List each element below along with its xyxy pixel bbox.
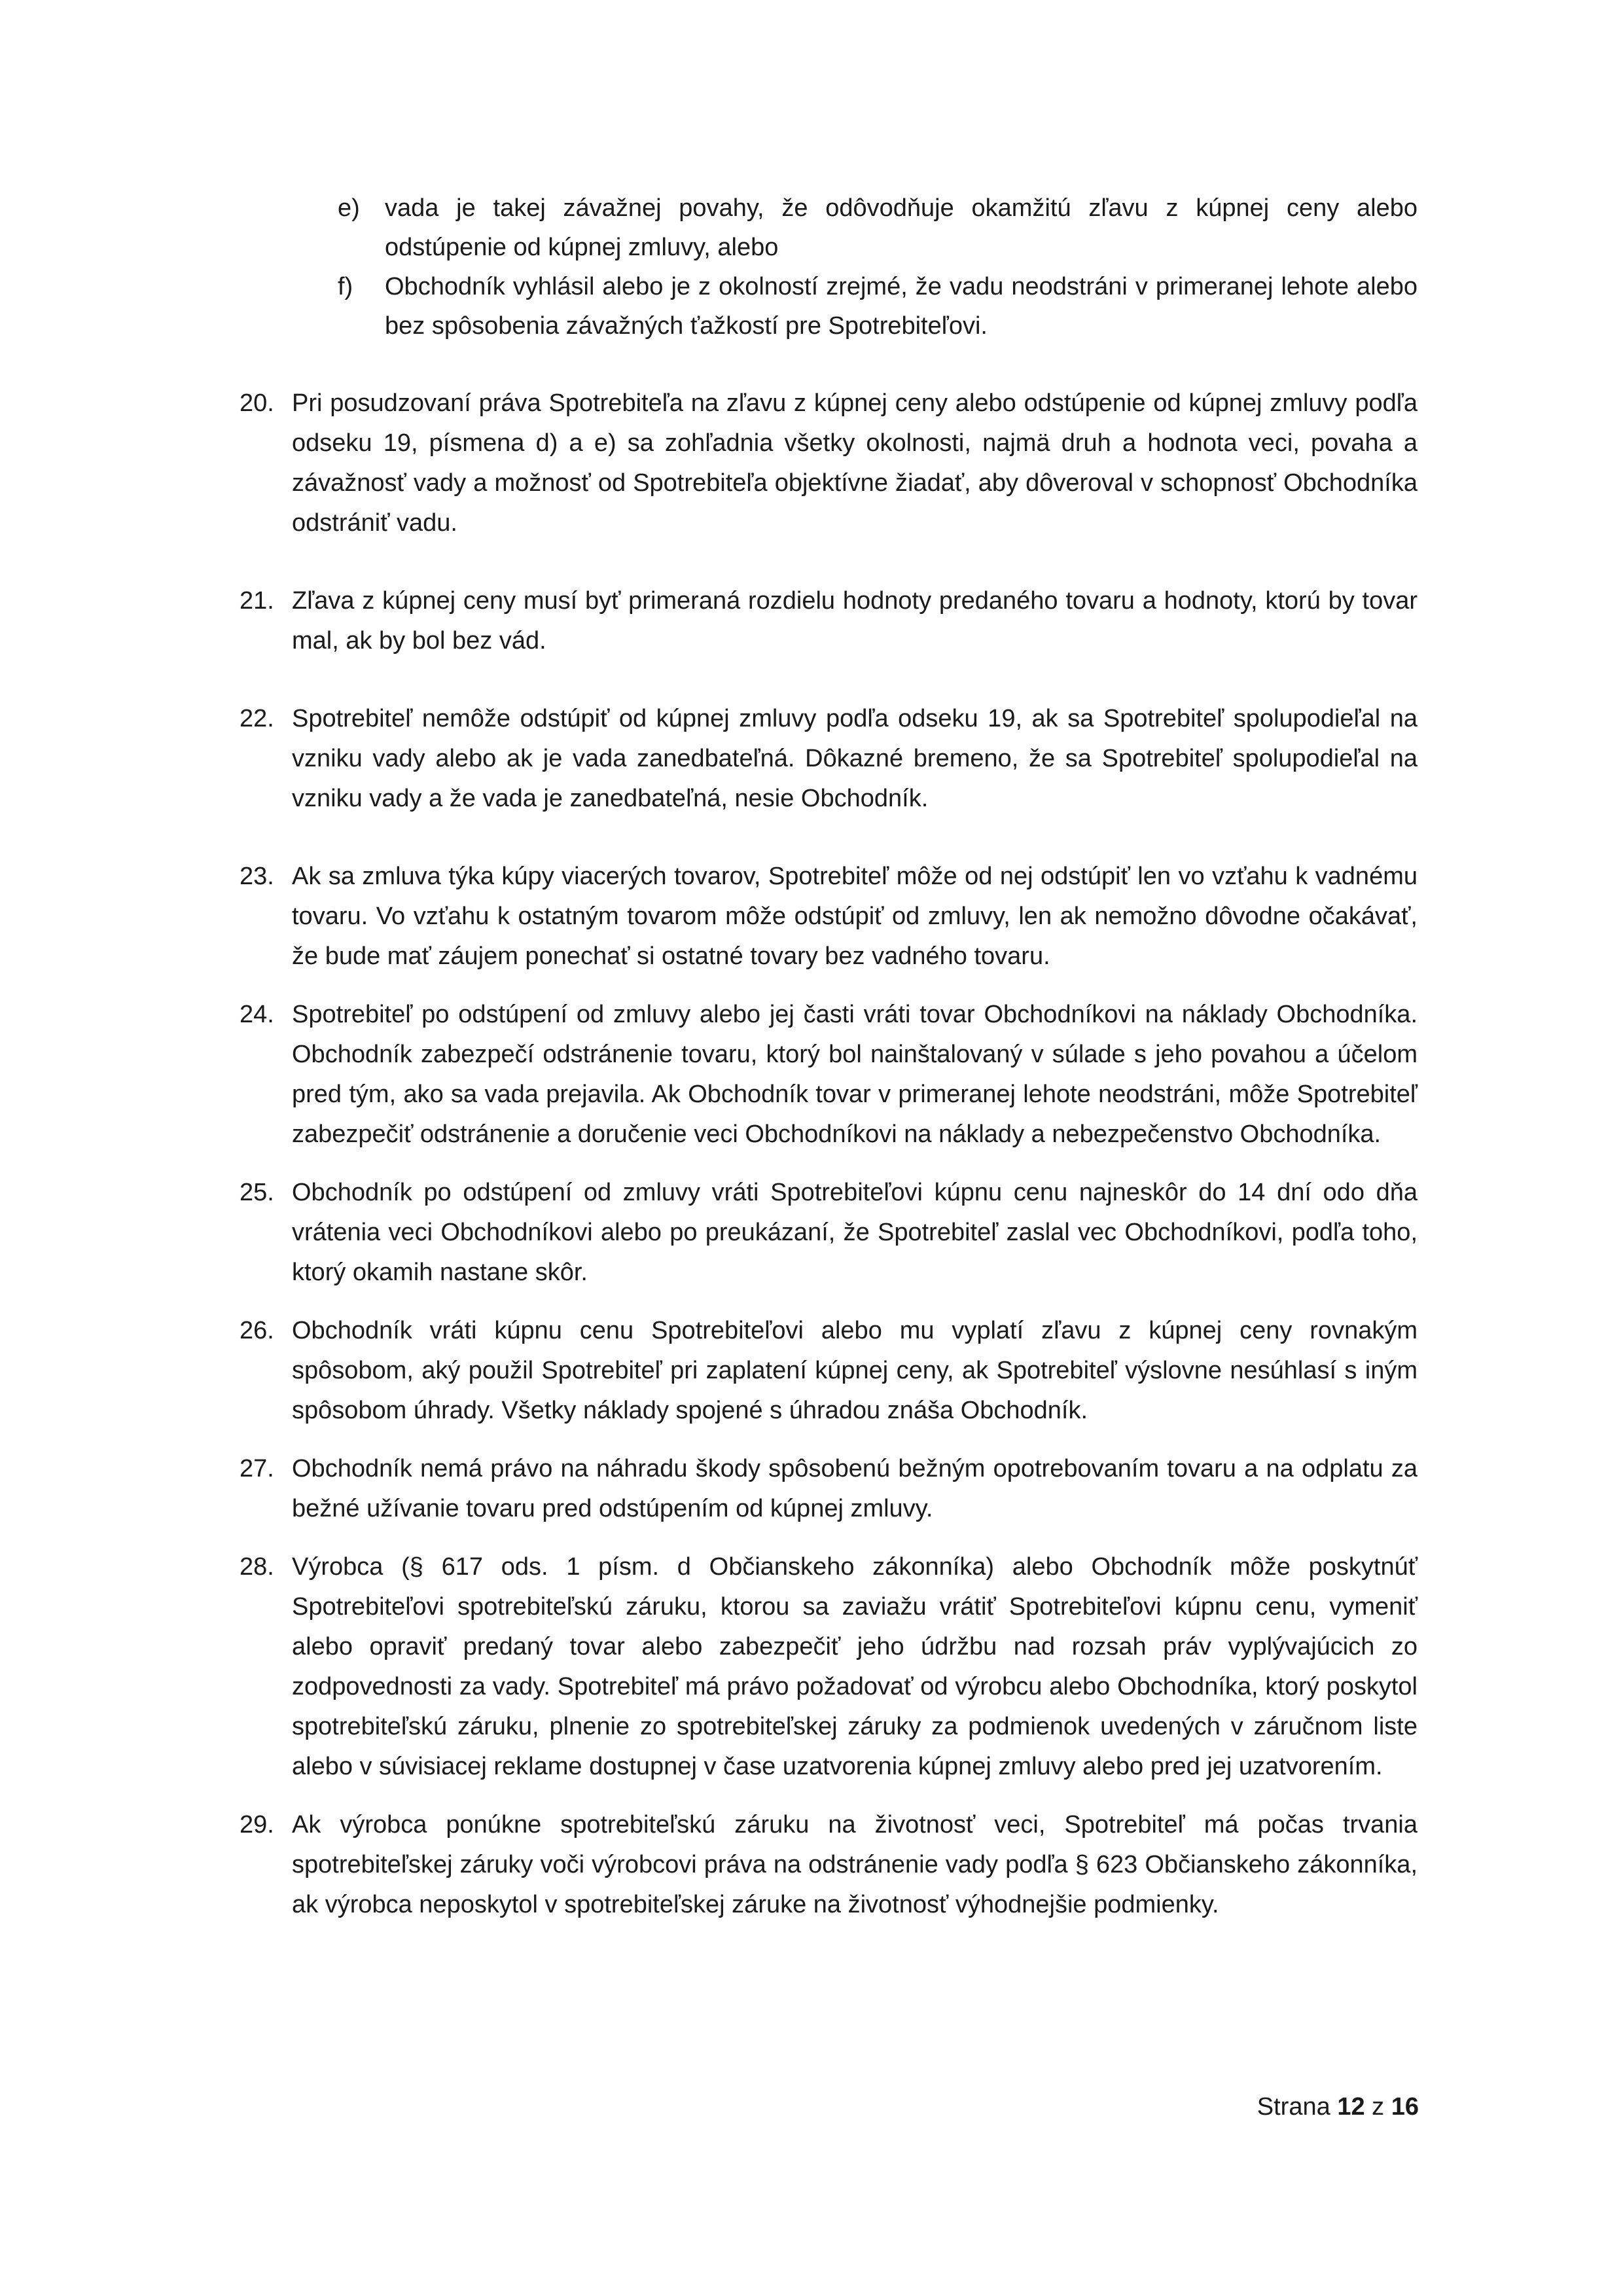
paragraph-number: 22. bbox=[240, 705, 274, 732]
paragraph-21 bbox=[240, 581, 1418, 661]
paragraph-text: Zľava z kúpnej ceny musí byť primeraná rozdielu hodnoty predaného tovaru a hodnoty, ktorú by tovar mal, ak by bol bez vád. bbox=[292, 587, 1418, 655]
page-number: 12 bbox=[1337, 2093, 1365, 2121]
paragraph-text: Výrobca (§ 617 ods. 1 písm. d Občianskeho zákonníka) alebo Obchodník môže poskytnúť Spotrebiteľovi spotrebiteľskú záruku, ktorou sa zaviažu vrátiť Spotrebiteľovi kúpnu cenu, vymeniť alebo opraviť predaný tovar alebo zabezpečiť jeho údržbu nad rozsah práv vyplývajúcich zo zodpovednosti za vady. Spotrebiteľ má právo požadovať od výrobcu alebo Obchodníka, ktorý poskytol spotrebiteľskú záruku, plnenie zo spotrebiteľskej záruky za podmienok uvedených v záručnom liste alebo v súvisiacej reklame dostupnej v čase uzatvorenia kúpnej zmluvy alebo pred jej uzatvorením. bbox=[292, 1553, 1418, 1780]
paragraph-27 bbox=[240, 1449, 1418, 1529]
paragraph-number: 29. bbox=[240, 1811, 274, 1839]
paragraph-number: 21. bbox=[240, 587, 274, 615]
paragraph-25 bbox=[240, 1173, 1418, 1293]
paragraph-text: Obchodník vráti kúpnu cenu Spotrebiteľovi alebo mu vyplatí zľavu z kúpnej ceny rovnakým spôsobom, aký použil Spotrebiteľ pri zaplatení kúpnej ceny, ak Spotrebiteľ výslovne nesúhlasí s iným spôsobom úhrady. Všetky náklady spojené s úhradou znáša Obchodník. bbox=[292, 1317, 1418, 1424]
page-separator: z bbox=[1372, 2093, 1385, 2121]
list-item-f bbox=[338, 267, 1418, 346]
list-letter: f) bbox=[338, 273, 353, 300]
paragraph-number: 27. bbox=[240, 1455, 274, 1482]
paragraph-22 bbox=[240, 699, 1418, 819]
list-item-text: Obchodník vyhlásil alebo je z okolností zrejmé, že vadu neodstráni v primeranej lehote alebo bez spôsobenia závažných ťažkostí pre Spotrebiteľovi. bbox=[385, 273, 1418, 340]
page-total: 16 bbox=[1391, 2093, 1419, 2121]
page-label: Strana bbox=[1257, 2093, 1330, 2121]
paragraph-number: 26. bbox=[240, 1317, 274, 1344]
paragraph-text: Ak sa zmluva týka kúpy viacerých tovarov, Spotrebiteľ môže od nej odstúpiť len vo vzťahu k vadnému tovaru. Vo vzťahu k ostatným tovarom môže odstúpiť od zmluvy, len ak nemožno dôvodne očakávať, že bude mať záujem ponechať si ostatné tovary bez vadného tovaru. bbox=[292, 863, 1418, 970]
paragraph-number: 24. bbox=[240, 1001, 274, 1028]
paragraph-text: Pri posudzovaní práva Spotrebiteľa na zľavu z kúpnej ceny alebo odstúpenie od kúpnej zmluvy podľa odseku 19, písmena d) a e) sa zohľadnia všetky okolnosti, najmä druh a hodnota veci, povaha a závažnosť vady a možnosť od Spotrebiteľa objektívne žiadať, aby dôveroval v schopnosť Obchodníka odstrániť vadu. bbox=[292, 389, 1418, 537]
paragraph-text: Obchodník po odstúpení od zmluvy vráti Spotrebiteľovi kúpnu cenu najneskôr do 14 dní odo dňa vrátenia veci Obchodníkovi alebo po preukázaní, že Spotrebiteľ zaslal vec Obchodníkovi, podľa toho, ktorý okamih nastane skôr. bbox=[292, 1179, 1418, 1286]
list-item-text: vada je takej závažnej povahy, že odôvodňuje okamžitú zľavu z kúpnej ceny alebo odstúpenie od kúpnej zmluvy, alebo bbox=[385, 194, 1418, 261]
paragraph-number: 28. bbox=[240, 1553, 274, 1581]
document-body bbox=[240, 188, 1418, 1925]
paragraph-number: 23. bbox=[240, 863, 274, 890]
paragraph-20 bbox=[240, 384, 1418, 543]
lettered-sublist bbox=[338, 188, 1418, 346]
paragraph-29 bbox=[240, 1805, 1418, 1925]
paragraph-28 bbox=[240, 1547, 1418, 1787]
list-letter: e) bbox=[338, 194, 360, 222]
paragraph-number: 20. bbox=[240, 389, 274, 417]
paragraph-26 bbox=[240, 1311, 1418, 1431]
paragraph-text: Spotrebiteľ po odstúpení od zmluvy alebo jej časti vráti tovar Obchodníkovi na náklady Obchodníka. Obchodník zabezpečí odstránenie tovaru, ktorý bol nainštalovaný v súlade s jeho povahou a účelom pred tým, ako sa vada prejavila. Ak Obchodník tovar v primeranej lehote neodstráni, môže Spotrebiteľ zabezpečiť odstránenie a doručenie veci Obchodníkovi na náklady a nebezpečenstvo Obchodníka. bbox=[292, 1001, 1418, 1148]
list-item-e bbox=[338, 188, 1418, 267]
paragraph-text: Spotrebiteľ nemôže odstúpiť od kúpnej zmluvy podľa odseku 19, ak sa Spotrebiteľ spolupodieľal na vzniku vady alebo ak je vada zanedbateľná. Dôkazné bremeno, že sa Spotrebiteľ spolupodieľal na vzniku vady a že vada je zanedbateľná, nesie Obchodník. bbox=[292, 705, 1418, 812]
paragraph-text: Obchodník nemá právo na náhradu škody spôsobenú bežným opotrebovaním tovaru a na odplatu za bežné užívanie tovaru pred odstúpením od kúpnej zmluvy. bbox=[292, 1455, 1418, 1522]
paragraph-number: 25. bbox=[240, 1179, 274, 1206]
paragraph-text: Ak výrobca ponúkne spotrebiteľskú záruku na životnosť veci, Spotrebiteľ má počas trvania spotrebiteľskej záruky voči výrobcovi práva na odstránenie vady podľa § 623 Občianskeho zákonníka, ak výrobca neposkytol v spotrebiteľskej záruke na životnosť výhodnejšie podmienky. bbox=[292, 1811, 1418, 1918]
paragraph-24 bbox=[240, 995, 1418, 1155]
paragraph-23 bbox=[240, 857, 1418, 977]
page-footer bbox=[1257, 2090, 1419, 2123]
